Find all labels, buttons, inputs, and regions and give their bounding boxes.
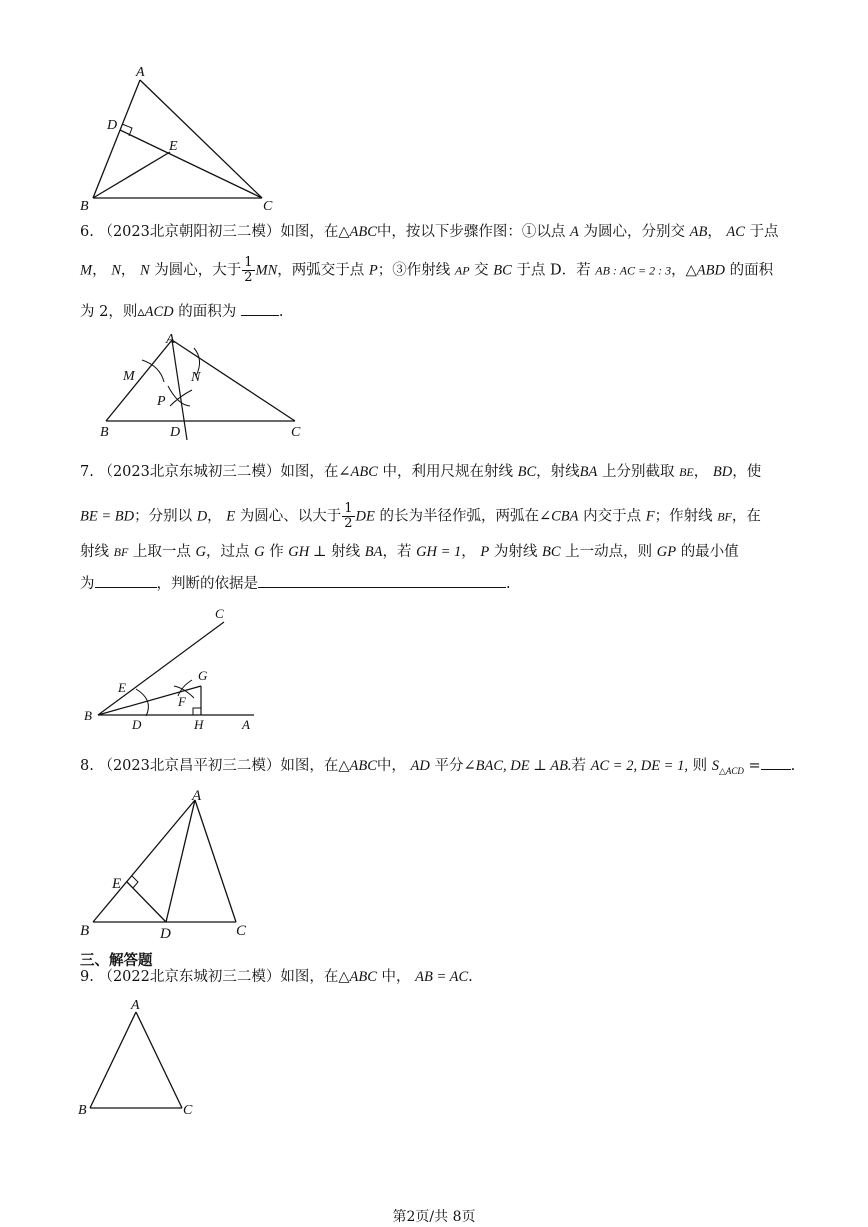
label-B: B [78, 1103, 87, 1118]
figure-q6-construction [98, 330, 313, 442]
label-A: A [166, 332, 175, 347]
answer-blank[interactable] [761, 755, 791, 770]
q8-line1: 8. （2023北京昌平初三二模）如图，在△ABC中， AD 平分∠BAC, DE ⊥ AB.若 AC = 2, DE = 1, 则 $S_{\triangle ACD}$ = . [80, 755, 792, 781]
label-D: D [132, 717, 142, 732]
label-G: G [198, 668, 208, 683]
q7-line3: 射线 BF 上取一点 G，过点 G 作 GH ⊥ 射线 BA，若 GH = 1， P 为射线 BC 上一动点，则 GP 的最小值 [80, 544, 739, 560]
label-M: M [123, 369, 135, 384]
fraction-half: $\frac{1}{2}$ [244, 255, 253, 285]
label-F: F [178, 694, 186, 709]
figure-q8-triangle [78, 784, 258, 944]
answer-blank-value[interactable] [95, 573, 157, 588]
answer-blank-reason[interactable] [258, 573, 506, 588]
label-A: A [131, 998, 140, 1013]
q6-line3: 为 2，则▵ACD 的面积为 . [80, 301, 792, 322]
label-C: C [291, 425, 301, 440]
label-A: A [242, 717, 250, 732]
fraction-half: $\frac{1}{2}$ [344, 501, 353, 531]
q7-line1: 7. （2023北京东城初三二模）如图，在∠ABC 中，利用尺规在射线 BC，射线BA 上分别截取 BE， BD，使 [80, 464, 762, 480]
label-P: P [157, 394, 166, 409]
label-D: D [170, 425, 181, 440]
label-N: N [191, 370, 201, 385]
answer-blank[interactable] [241, 301, 279, 316]
section-heading: 三、解答题 [80, 953, 153, 969]
q6-line1: 6. （2023北京朝阳初三二模）如图，在△ABC中，按以下步骤作图：①以点 A 为圆心，分别交 AB， AC 于点 [80, 224, 779, 240]
figure-q5-triangle [80, 62, 290, 212]
q7-line2: BE = BD；分别以 D， E 为圆心、以大于 $\frac{1}{2}$ DE 的长为半径作弧，两弧在∠CBA 内交于点 F；作射线 BF，在 [80, 501, 761, 531]
label-H: H [194, 717, 204, 732]
page-number: 第2页/共 8页 [392, 1209, 476, 1225]
label-A: A [136, 65, 145, 80]
label-C: C [215, 606, 224, 621]
label-B: B [84, 708, 92, 723]
label-E: E [112, 876, 122, 892]
q9-line1: 9. （2022北京东城初三二模）如图，在△ABC 中， AB = AC. [80, 969, 473, 985]
label-D: D [160, 926, 171, 942]
q7-line4: 为 ，判断的依据是 . [80, 573, 792, 594]
label-C: C [183, 1103, 193, 1118]
label-C: C [236, 923, 247, 939]
label-B: B [80, 923, 90, 939]
label-C: C [263, 199, 273, 212]
label-E: E [169, 139, 178, 154]
label-B: B [80, 199, 89, 212]
label-D: D [107, 118, 118, 133]
label-B: B [100, 425, 109, 440]
figure-q9-isosceles [76, 994, 206, 1122]
label-E: E [118, 680, 126, 695]
q6-line2: M， N， N 为圆心，大于 $\frac{1}{2}$ MN，两弧交于点 P；③作射线 AP 交 BC 于点 D．若 AB : AC = 2 : 3，△ABD 的面积 [80, 255, 774, 285]
label-A: A [192, 788, 202, 804]
figure-q7-angle [82, 604, 262, 736]
